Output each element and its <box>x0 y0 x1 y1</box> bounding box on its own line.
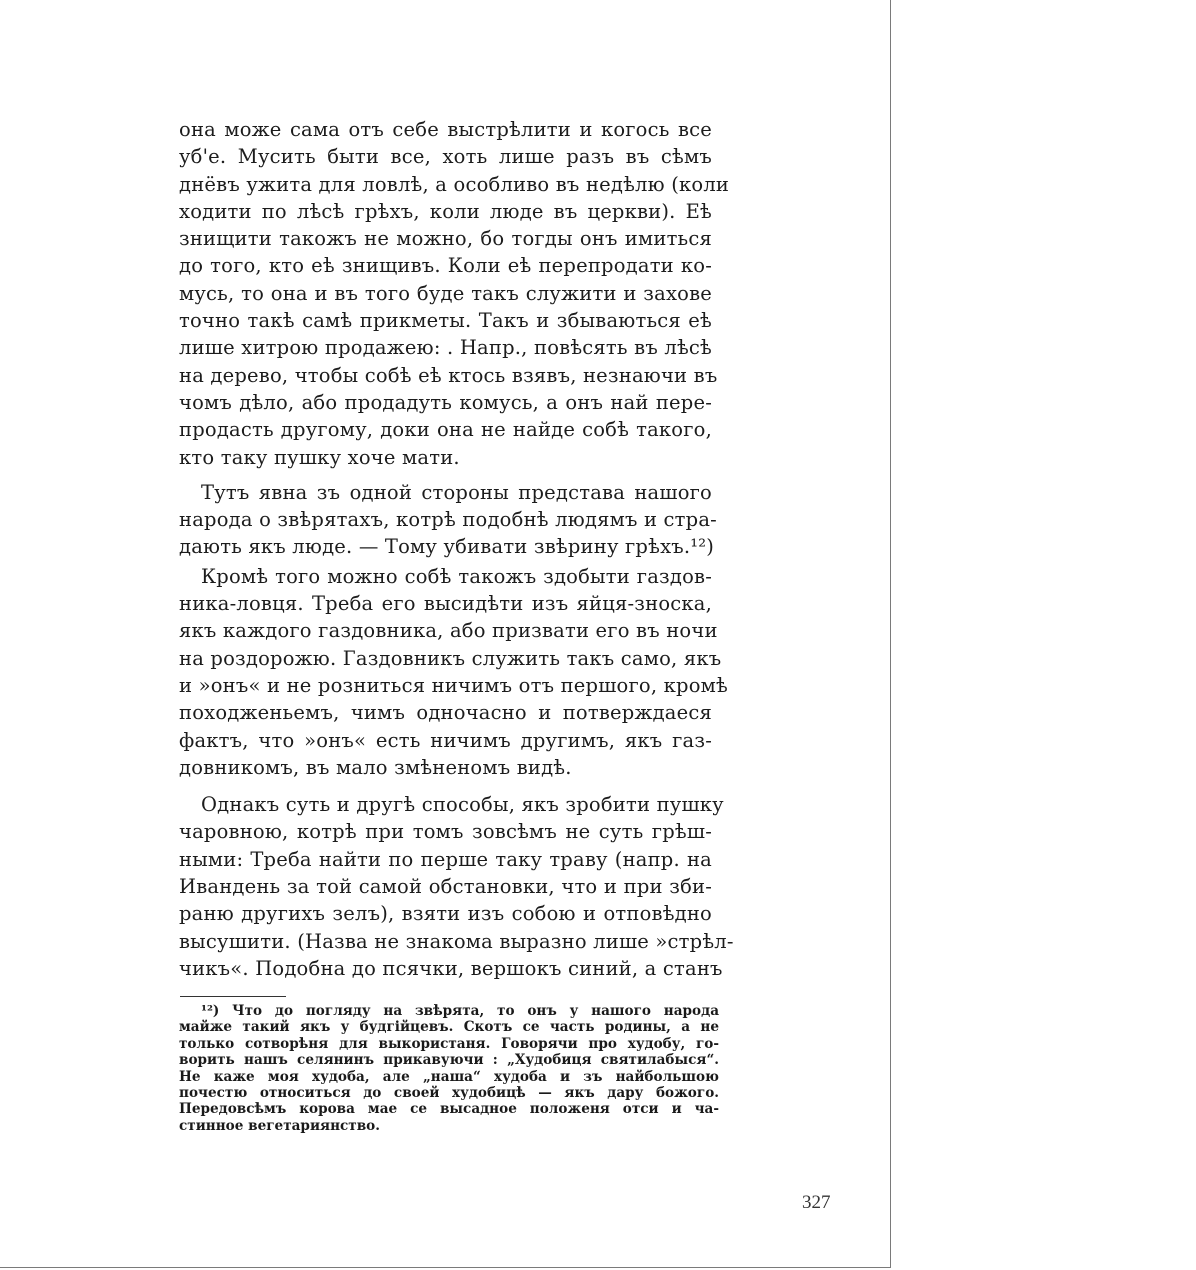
footnote-line: ¹²) Что до погляду на звѣрята, то онъ у нашого народа <box>201 1003 719 1019</box>
footnote-line: почестю относиться до своей худобицѣ — якъ дару божого. <box>179 1085 719 1102</box>
text-line: чикъ«. Подобна до псячки, вершокъ синий, а станъ <box>179 956 723 980</box>
body-text <box>179 116 734 982</box>
text-line: раню другихъ зелъ), взяти изъ собою и отповѣдно <box>179 902 712 926</box>
text-line: на роздорожю. Газдовникъ служить такъ само, якъ <box>179 646 722 670</box>
text-line: точно такѣ самѣ прикметы. Такъ и збываються еѣ <box>179 309 712 333</box>
text-line: чаровною, котрѣ при томъ зовсѣмъ не суть грѣш- <box>179 820 712 844</box>
paragraph-3 <box>179 563 728 781</box>
footnote <box>179 1003 719 1134</box>
footnote-line: Передовсѣмъ корова мае се высадное положеня отси и ча- <box>179 1101 719 1118</box>
footnote-line: ворить нашъ селянинъ прикавуючи : „Худобиця святилабыся“. <box>179 1052 719 1069</box>
page-number: 327 <box>802 1192 831 1213</box>
text-line: чомъ дѣло, або продадуть комусь, а онъ най пере- <box>179 390 712 414</box>
text-line: фактъ, что »онъ« есть ничимъ другимъ, якъ газ- <box>179 728 712 752</box>
text-line: на дерево, чтобы собѣ еѣ ктось взявъ, незнаючи въ <box>179 363 718 387</box>
text-line: Ивандень за той самой обстановки, что и при зби- <box>179 875 712 899</box>
text-line: лише хитрою продажею: . Напр., повѣсять въ лѣсѣ <box>179 336 712 360</box>
text-line: дають якъ люде. — Тому убивати звѣрину грѣхъ.¹²) <box>179 535 715 559</box>
text-line: довникомъ, въ мало змѣненомъ видѣ. <box>179 755 572 779</box>
text-line: мусь, то она и въ того буде такъ служити и захове <box>179 281 712 305</box>
text-line: днёвъ ужита для ловлѣ, а особливо въ недѣлю (коли <box>179 172 730 196</box>
text-line: и »онъ« и не розниться ничимъ отъ першого, кромѣ <box>179 673 728 697</box>
text-line: продасть другому, доки она не найде собѣ такого, <box>179 418 712 442</box>
footnote-divider <box>180 996 286 997</box>
footnote-line: майже такий якъ у будгійцевъ. Скотъ се часть родины, а не <box>179 1019 719 1036</box>
text-line: до того, кто еѣ знищивъ. Коли еѣ перепродати ко- <box>179 254 712 278</box>
text-line: народа о звѣрятахъ, котрѣ подобнѣ людямъ и стра- <box>179 508 717 532</box>
paragraph-1 <box>179 116 730 471</box>
text-line: высушити. (Назва не знакома выразно лише »стрѣл- <box>179 929 734 953</box>
text-line: знищити такожъ не можно, бо тогды онъ имиться <box>179 227 712 251</box>
text-line: ными: Треба найти по перше таку траву (напр. на <box>179 847 712 871</box>
text-line: ходити по лѣсѣ грѣхъ, коли люде въ церкви). Еѣ <box>179 199 712 223</box>
footnote-line: Не каже моя худоба, але „наша“ худоба и зъ найбольшою <box>179 1068 719 1085</box>
paragraph-4 <box>179 791 734 982</box>
text-line: ника-ловця. Треба его высидѣти изъ яйця-зноска, <box>179 592 712 616</box>
footnote-line: стинное вегетариянство. <box>179 1117 380 1134</box>
text-line: якъ каждого газдовника, або призвати его въ ночи <box>179 619 718 643</box>
text-line: она може сама отъ себе выстрѣлити и когось все <box>179 118 712 141</box>
text-line: походженьемъ, чимъ одночасно и потверждаеся <box>179 701 712 725</box>
text-line: Кромѣ того можно собѣ такожъ здобыти газдов- <box>201 564 712 588</box>
text-line: кто таку пушку хоче мати. <box>179 445 460 469</box>
text-line: уб'е. Мусить быти все, хоть лише разъ въ сѣмъ <box>179 145 712 169</box>
footnote-line: только сотворѣня для выкористаня. Говорячи про худобу, го- <box>179 1035 719 1052</box>
paragraph-2 <box>179 479 717 561</box>
text-line: Однакъ суть и другѣ способы, якъ зробити пушку <box>201 793 724 817</box>
text-line: Тутъ явна зъ одной стороны представа нашого <box>201 480 712 504</box>
